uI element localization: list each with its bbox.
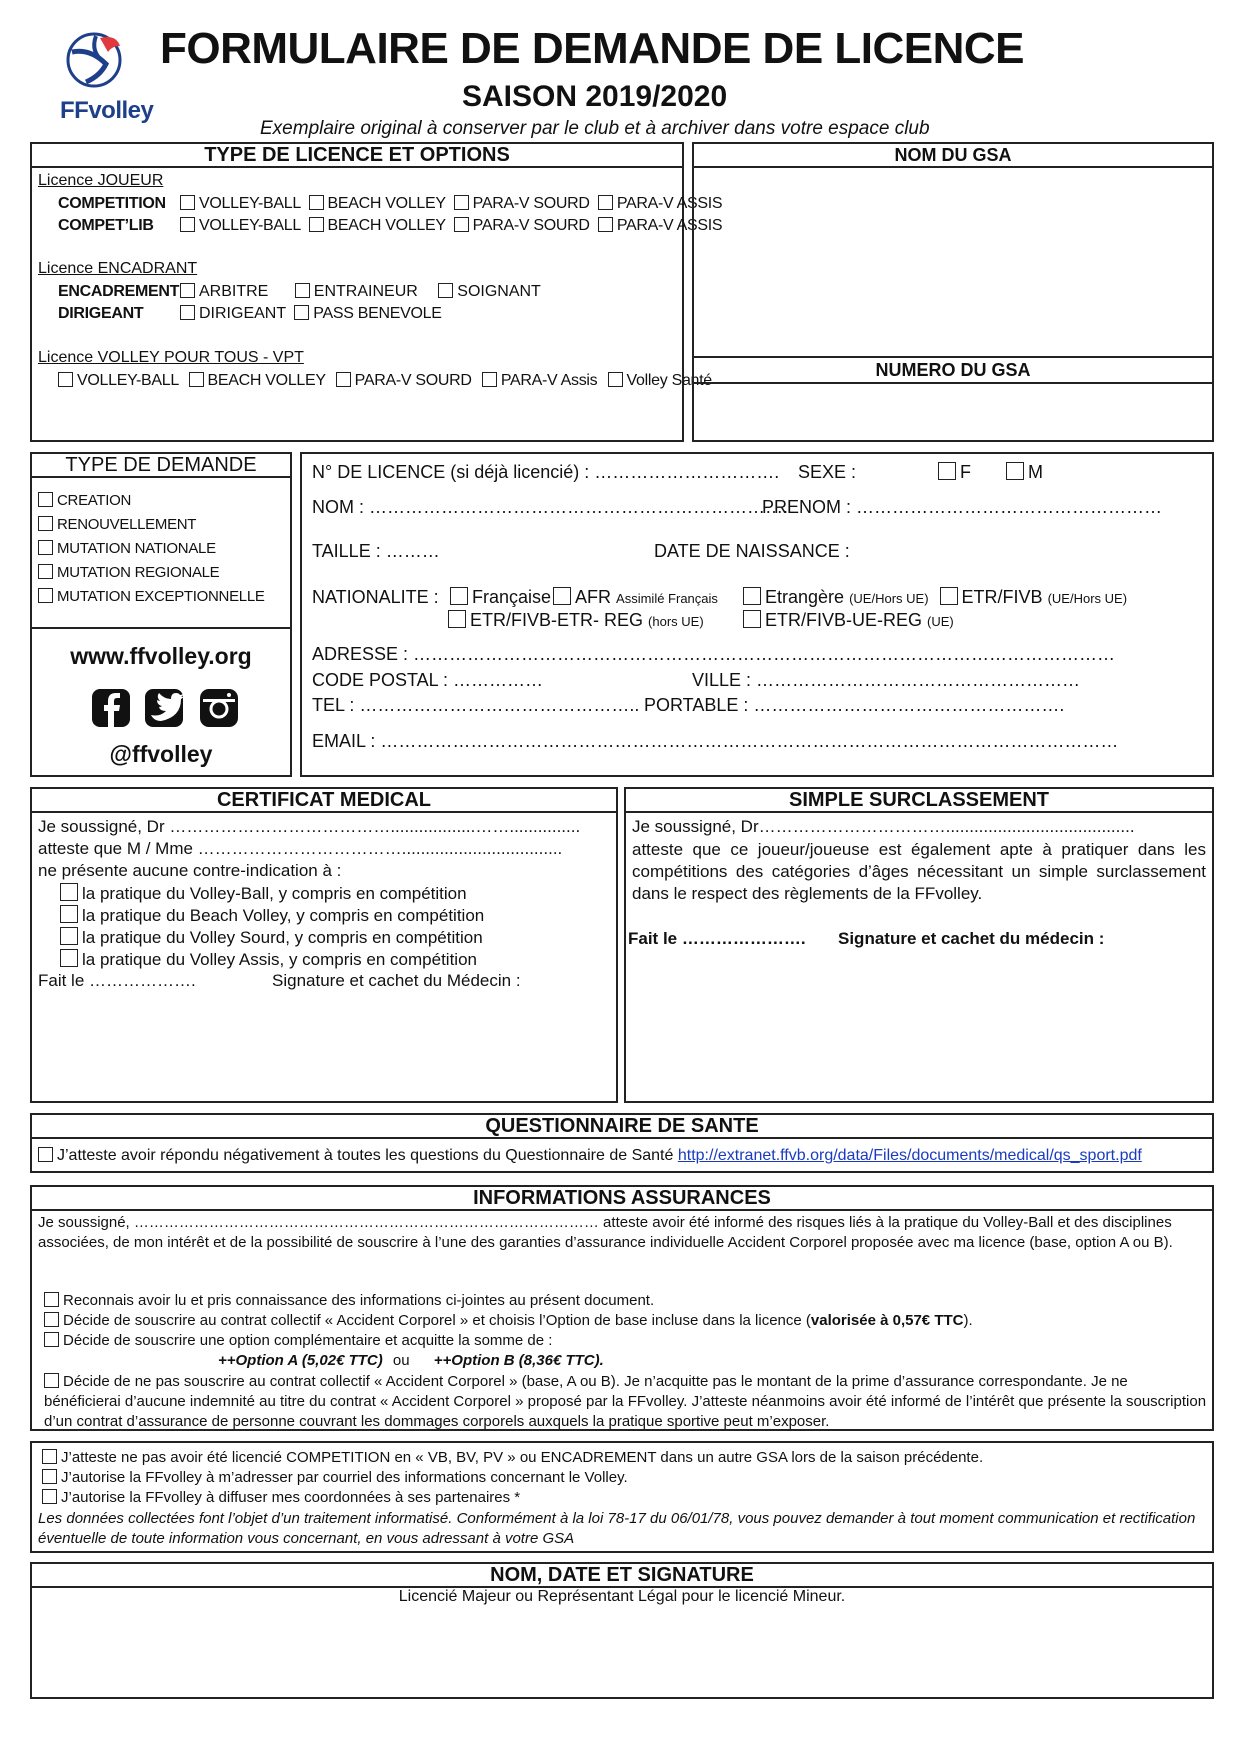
soignant-checkbox[interactable]	[438, 283, 453, 298]
mutation-regionale-checkbox[interactable]	[38, 564, 53, 579]
surclassement-text: atteste que ce joueur/joueuse est également apte à pratiquer dans les compétitions des catégories d’âges nécessitant un simple surclassement dans le respect des règlements de la FFvolley.	[632, 840, 1206, 903]
competlib-label: COMPET’LIB	[58, 217, 154, 234]
dirigeant-label: DIRIGEANT	[58, 305, 144, 322]
competition-beach-checkbox[interactable]	[309, 195, 324, 210]
licence-number-field[interactable]: N° DE LICENCE (si déjà licencié) : ………………………….	[312, 462, 780, 482]
option-label: la pratique du Volley Assis, y compris en compétition	[82, 950, 477, 969]
nom-field[interactable]: NOM : …………………………………………………………….	[312, 497, 788, 517]
option-label: Etrangère	[765, 587, 845, 607]
logo-ball-icon	[60, 28, 140, 90]
option-label: MUTATION REGIONALE	[57, 564, 220, 581]
option-label: MUTATION EXCEPTIONNELLE	[57, 588, 265, 605]
option-label: la pratique du Volley-Ball, y compris en compétition	[82, 884, 467, 903]
doctor-name-field[interactable]: Je soussigné, Dr …………………………………..................……...............	[38, 817, 581, 836]
assurance-base-checkbox[interactable]	[44, 1312, 59, 1327]
tel-field[interactable]: TEL : ………………………………………..	[312, 695, 640, 715]
option-sublabel: (UE/Hors UE)	[849, 591, 929, 606]
vpt-beach-checkbox[interactable]	[189, 372, 204, 387]
option-label: ETR/FIVB-ETR- REG	[470, 610, 644, 630]
option-b[interactable]: ++Option B (8,36€ TTC).	[433, 1352, 604, 1369]
mutation-nationale-checkbox[interactable]	[38, 540, 53, 555]
taille-field[interactable]: TAILLE : ………	[312, 541, 440, 561]
section-title: SIMPLE SURCLASSEMENT	[626, 789, 1212, 813]
nationalite-label: NATIONALITE :	[312, 587, 439, 607]
option-label: BEACH VOLLEY	[327, 195, 446, 212]
option-label: BEACH VOLLEY	[327, 217, 446, 234]
option-label: RENOUVELLEMENT	[57, 516, 197, 533]
option-label: Volley Santé	[626, 372, 712, 389]
creation-checkbox[interactable]	[38, 492, 53, 507]
option-label: la pratique du Volley Sourd, y compris en compétition	[82, 928, 483, 947]
competlib-paravsourd-checkbox[interactable]	[454, 217, 469, 232]
assurance-decline-checkbox[interactable]	[44, 1373, 59, 1388]
page-title: FORMULAIRE DE DEMANDE DE LICENCE	[160, 24, 1025, 73]
nat-etrangere-checkbox[interactable]	[743, 587, 761, 605]
questionnaire-section	[30, 1113, 1214, 1173]
option-label: Reconnais avoir lu et pris connaissance des informations ci-jointes au présent document.	[63, 1292, 655, 1309]
gsa-number-title: NUMERO DU GSA	[694, 360, 1212, 384]
section-title: CERTIFICAT MEDICAL	[32, 789, 616, 813]
nat-etr-fivb-ue-reg-checkbox[interactable]	[743, 610, 761, 628]
option-label: PARA-V SOURD	[472, 217, 590, 234]
option-label: Décide de souscrire une option complémentaire et acquitte la somme de :	[63, 1332, 553, 1349]
option-label: Décide de souscrire au contrat collectif « Accident Corporel » et choisis l’Option de base incluse dans la licence (	[63, 1312, 811, 1329]
ffvolley-logo	[60, 28, 154, 124]
gsa-section	[692, 142, 1214, 442]
patient-name-field[interactable]: atteste que M / Mme ………………………………..................................	[38, 839, 563, 858]
option-label: PARA-V SOURD	[354, 372, 472, 389]
option-sublabel: Assimilé Français	[616, 591, 718, 606]
ville-field[interactable]: VILLE : ………………………………………………	[692, 670, 1081, 690]
signature-field[interactable]	[32, 1610, 1212, 1697]
encadrant-label: Licence ENCADRANT	[38, 260, 198, 277]
assurance-intro: Je soussigné, ………………………………………………………………………………… atteste avoir été informé des risques liés à la pratique du Volley-Ball et des disciplines associées, de mon intérêt et de la possibilité de souscrire à l’une des garanties d’assurance individuelle Accident Corporel proposée avec ma licence (base, option A ou B).	[38, 1214, 1173, 1251]
email-consent-checkbox[interactable]	[42, 1469, 57, 1484]
option-label: VOLLEY-BALL	[77, 372, 179, 389]
section-title: INFORMATIONS ASSURANCES	[32, 1187, 1212, 1211]
nat-etr-fivb-etr-reg-checkbox[interactable]	[448, 610, 466, 628]
gsa-name-field[interactable]	[694, 168, 1212, 356]
social-handle: @ffvolley	[109, 741, 213, 767]
option-label: PARA-V ASSIS	[616, 195, 723, 212]
option-label: PASS BENEVOLE	[313, 305, 442, 322]
prenom-field[interactable]: PRENOM : ……………………………………………	[762, 497, 1163, 517]
surclassement-signature-label: Signature et cachet du médecin :	[838, 929, 1105, 948]
sexe-f-checkbox[interactable]	[938, 462, 956, 480]
season-title: SAISON 2019/2020	[462, 80, 728, 113]
sexe-m-checkbox[interactable]	[1006, 462, 1024, 480]
option-label: F	[960, 462, 971, 482]
assurance-option-checkbox[interactable]	[44, 1332, 59, 1347]
vpt-label: Licence VOLLEY POUR TOUS - VPT	[38, 349, 304, 366]
option-label: J’autorise la FFvolley à diffuser mes coordonnées à ses partenaires *	[61, 1489, 521, 1506]
option-sublabel: (UE)	[927, 614, 954, 629]
option-label: CREATION	[57, 492, 131, 509]
vpt-paravsourd-checkbox[interactable]	[336, 372, 351, 387]
page-subtitle: Exemplaire original à conserver par le club et à archiver dans votre espace club	[260, 118, 930, 139]
medical-volleyball-checkbox[interactable]	[60, 883, 78, 901]
competition-paravsourd-checkbox[interactable]	[454, 195, 469, 210]
option-price: valorisée à 0,57€ TTC	[810, 1312, 964, 1329]
no-previous-licence-checkbox[interactable]	[42, 1449, 57, 1464]
gsa-name-title: NOM DU GSA	[694, 144, 1212, 168]
surclassement-date-field[interactable]: Fait le ………………….	[628, 929, 806, 948]
questionnaire-text: J’atteste avoir répondu négativement à toutes les questions du Questionnaire de Santé	[57, 1147, 674, 1164]
option-label: MUTATION NATIONALE	[57, 540, 216, 557]
option-label: VOLLEY-BALL	[199, 217, 301, 234]
option-a[interactable]: ++Option A (5,02€ TTC)	[218, 1352, 383, 1369]
data-protection-note: Les données collectées font l’objet d’un traitement informatisé. Conformément à la loi 78-17 du 06/01/78, vous pouvez demander à tout moment communication et rectification éventuelle de toute information vous concernant, en vous adressant à votre GSA	[38, 1510, 1196, 1547]
option-label: VOLLEY-BALL	[199, 195, 301, 212]
option-sublabel: (hors UE)	[648, 614, 704, 629]
email-field[interactable]: EMAIL : ……………………………………………………………………………………………………………	[312, 731, 1119, 751]
nat-etr-fivb-checkbox[interactable]	[940, 587, 958, 605]
option-sublabel: (UE/Hors UE)	[1047, 591, 1128, 606]
section-title: TYPE DE LICENCE ET OPTIONS	[32, 144, 682, 168]
medical-date-field[interactable]: Fait le ……………….	[38, 971, 196, 990]
option-label: SOIGNANT	[457, 283, 541, 300]
medical-certificate-section	[30, 787, 618, 1103]
identity-section	[300, 452, 1214, 777]
competition-volleyball-checkbox[interactable]	[180, 195, 195, 210]
vpt-volleysante-checkbox[interactable]	[608, 372, 623, 387]
questionnaire-checkbox[interactable]	[38, 1147, 53, 1162]
nat-francaise-checkbox[interactable]	[450, 587, 468, 605]
sexe-label: SEXE :	[798, 462, 857, 482]
medical-sourd-checkbox[interactable]	[60, 927, 78, 945]
option-or: ou	[392, 1352, 410, 1369]
surclassement-section	[624, 787, 1214, 1103]
twitter-icon[interactable]	[145, 689, 184, 727]
competlib-volleyball-checkbox[interactable]	[180, 217, 195, 232]
option-label: J’autorise la FFvolley à m’adresser par courriel des informations concernant le Volley.	[61, 1469, 628, 1486]
demand-type-section	[30, 452, 292, 629]
option-label: Française	[472, 587, 552, 607]
portable-field[interactable]: PORTABLE : …………………………………………….	[644, 695, 1065, 715]
option-label: ARBITRE	[199, 283, 269, 300]
vpt-volleyball-checkbox[interactable]	[58, 372, 73, 387]
renouvellement-checkbox[interactable]	[38, 516, 53, 531]
competition-paravassis-checkbox[interactable]	[598, 195, 613, 210]
assurance-read-checkbox[interactable]	[44, 1292, 59, 1307]
questionnaire-link[interactable]: http://extranet.ffvb.org/data/Files/documents/medical/qs_sport.pdf	[677, 1147, 1142, 1164]
option-label: ETR/FIVB-UE-REG	[765, 610, 923, 630]
arbitre-checkbox[interactable]	[180, 283, 195, 298]
declarations-section	[30, 1441, 1214, 1553]
competlib-paravassis-checkbox[interactable]	[598, 217, 613, 232]
licence-type-section	[30, 142, 723, 442]
medical-beach-checkbox[interactable]	[60, 905, 78, 923]
nat-afr-checkbox[interactable]	[553, 587, 571, 605]
adresse-field[interactable]: ADRESSE : ………………………………………………………………………………………………………	[312, 644, 1116, 664]
logo-text: FFvolley	[60, 97, 154, 124]
surclassement-doctor-field[interactable]: Je soussigné, Dr……………………………........................................	[632, 817, 1135, 836]
joueur-label: Licence JOUEUR	[38, 172, 164, 189]
partners-consent-checkbox[interactable]	[42, 1489, 57, 1504]
section-title: QUESTIONNAIRE DE SANTE	[32, 1115, 1212, 1139]
competition-label: COMPETITION	[58, 195, 166, 212]
signature-section	[30, 1562, 1214, 1699]
medical-signature-label: Signature et cachet du Médecin :	[272, 971, 521, 990]
code-postal-field[interactable]: CODE POSTAL : ……………	[312, 670, 544, 690]
dirigeant-checkbox[interactable]	[180, 305, 195, 320]
social-section	[30, 627, 292, 777]
option-label: la pratique du Beach Volley, y compris en compétition	[82, 906, 485, 925]
encadrement-label: ENCADREMENT	[58, 283, 180, 300]
option-label: ETR/FIVB	[961, 587, 1043, 607]
instagram-icon[interactable]	[200, 689, 238, 727]
option-label: J’atteste ne pas avoir été licencié COMPETITION en « VB, BV, PV » ou ENCADREMENT dans un autre GSA lors de la saison précédente.	[61, 1449, 984, 1466]
option-label: PARA-V ASSIS	[616, 217, 723, 234]
option-label: PARA-V Assis	[500, 372, 598, 389]
contraindication-label: ne présente aucune contre-indication à :	[38, 861, 342, 880]
section-title: TYPE DE DEMANDE	[32, 454, 290, 478]
medical-assis-checkbox[interactable]	[60, 949, 78, 967]
pass-benevole-checkbox[interactable]	[294, 305, 309, 320]
gsa-number-field[interactable]	[694, 384, 1212, 440]
mutation-exceptionnelle-checkbox[interactable]	[38, 588, 53, 603]
signature-subtitle: Licencié Majeur ou Représentant Légal pour le licencié Mineur.	[398, 1588, 846, 1605]
date-naissance-field[interactable]	[862, 542, 1022, 564]
website-link[interactable]: www.ffvolley.org	[70, 643, 252, 669]
option-label: M	[1028, 462, 1043, 482]
option-label: AFR	[575, 587, 612, 607]
option-label-end: ).	[963, 1312, 973, 1329]
option-label: ENTRAINEUR	[313, 283, 418, 300]
competlib-beach-checkbox[interactable]	[309, 217, 324, 232]
option-label: BEACH VOLLEY	[207, 372, 326, 389]
entraineur-checkbox[interactable]	[295, 283, 310, 298]
assurance-section	[30, 1185, 1214, 1431]
vpt-paravassis-checkbox[interactable]	[482, 372, 497, 387]
option-label: Décide de ne pas souscrire au contrat collectif « Accident Corporel » (base, A ou B). Je n’acquitte pas le montant de la prime d’assurance correspondante. Je ne bénéficierai d’aucune indemnité au titre du contrat « Accident Corporel » proposé par la FFvolley. J’atteste néanmoins avoir été informé de l’intérêt que présente la souscription d’un contrat d’assurance de personne couvrant les dommages corporels auxquels la pratique sportive peut m’exposer.	[44, 1373, 1207, 1430]
date-naissance-label: DATE DE NAISSANCE :	[654, 541, 850, 561]
section-title: NOM, DATE ET SIGNATURE	[32, 1564, 1212, 1588]
facebook-icon[interactable]	[92, 689, 130, 727]
option-label: PARA-V SOURD	[472, 195, 590, 212]
option-label: DIRIGEANT	[199, 305, 286, 322]
